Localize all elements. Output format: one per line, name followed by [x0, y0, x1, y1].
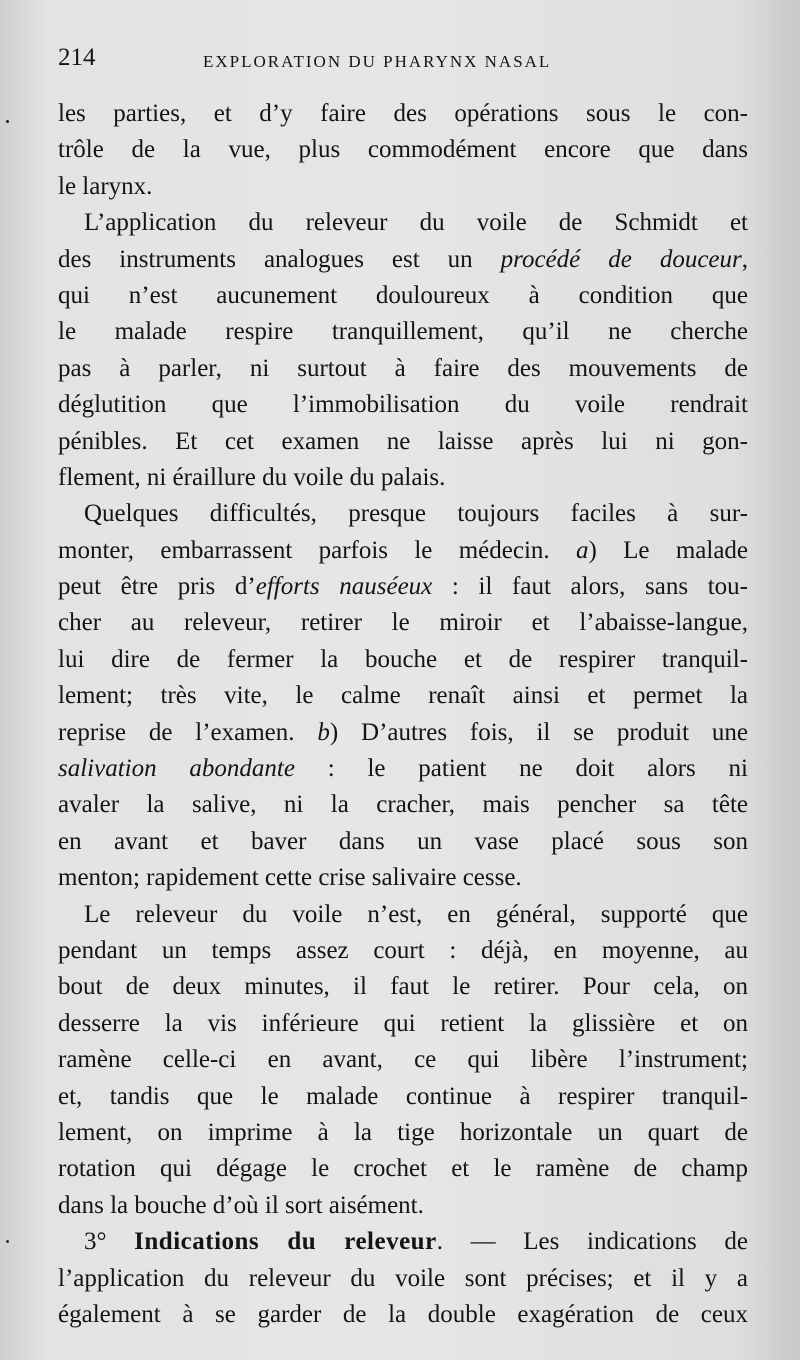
- line-text: L’application du releveur du voile de Schmidt et: [84, 209, 748, 237]
- line-text: lement; très vite, le calme renaît ainsi et permet la: [58, 682, 748, 710]
- text-line: [58, 715, 748, 751]
- line-text: flement, ni éraillure du voile du palais.: [58, 463, 446, 491]
- text-line: [58, 205, 748, 241]
- text-line: [58, 1079, 748, 1115]
- running-title: EXPLORATION DU PHARYNX NASAL: [203, 52, 552, 71]
- italic-text: procédé de douceur: [500, 245, 742, 273]
- text-line: [58, 860, 748, 896]
- text-line: [58, 533, 748, 569]
- line-text: . — Les indications de: [436, 1228, 749, 1256]
- line-text: ,: [741, 245, 748, 273]
- line-text: pendant un temps assez court : déjà, en moyenne, au: [58, 936, 748, 964]
- line-text: bout de deux minutes, il faut le retirer. Pour cela, on: [58, 973, 748, 1001]
- line-text: le larynx.: [58, 172, 153, 200]
- text-line: [58, 933, 748, 969]
- line-text: Quelques difficultés, presque toujours faciles à sur-: [84, 500, 748, 528]
- line-text: monter, embarrassent parfois le médecin.: [58, 536, 576, 564]
- page-header: [58, 44, 748, 84]
- text-line: [58, 96, 748, 132]
- text-line: [58, 642, 748, 678]
- italic-text: a: [575, 536, 589, 564]
- line-text: ) D’autres fois, il se produit une: [329, 718, 748, 746]
- line-text: cher au releveur, retirer le miroir et l’abaisse-langue,: [58, 609, 748, 637]
- text-line: [58, 569, 748, 605]
- line-text: le malade respire tranquillement, qu’il ne cherche: [58, 318, 748, 346]
- text-line: [58, 314, 748, 350]
- text-line: [58, 132, 748, 168]
- line-text: Le releveur du voile n’est, en général, supporté que: [84, 900, 748, 928]
- line-text: en avant et baver dans un vase placé sous son: [58, 827, 748, 855]
- text-line: [58, 351, 748, 387]
- line-text: pas à parler, ni surtout à faire des mouvements de: [58, 354, 748, 382]
- line-text: lement, on imprime à la tige horizontale un quart de: [58, 1118, 748, 1146]
- line-text: pénibles. Et cet examen ne laisse après lui ni gon-: [58, 427, 748, 455]
- italic-text: b: [317, 718, 330, 746]
- line-text: des instruments analogues est un: [58, 245, 501, 273]
- text-line: [58, 1006, 748, 1042]
- line-text: avaler la salive, ni la cracher, mais pencher sa tête: [58, 791, 748, 819]
- body-text: [58, 96, 748, 1333]
- text-line: [58, 751, 748, 787]
- text-line: [58, 1224, 748, 1260]
- page-number: 214: [58, 44, 96, 71]
- text-line: [58, 605, 748, 641]
- line-text: qui n’est aucunement douloureux à condition que: [58, 281, 748, 309]
- line-text: les parties, et d’y faire des opérations sous le con-: [58, 100, 748, 127]
- text-line: [58, 1297, 748, 1333]
- text-line: [58, 678, 748, 714]
- text-line: [58, 1188, 748, 1224]
- line-text: ramène celle-ci en avant, ce qui libère l’instrument;: [58, 1046, 748, 1074]
- line-text: l’application du releveur du voile sont précises; et il y a: [58, 1264, 748, 1292]
- line-text: trôle de la vue, plus commodément encore que dans: [58, 136, 748, 164]
- line-text: et, tandis que le malade continue à respirer tranquil-: [58, 1082, 748, 1110]
- line-text: ) Le malade: [588, 536, 749, 564]
- text-line: [58, 1151, 748, 1187]
- text-line: [58, 1261, 748, 1297]
- line-text: 3°: [84, 1228, 135, 1256]
- text-line: [58, 969, 748, 1005]
- italic-text: salivation abondante: [58, 755, 295, 783]
- line-text: lui dire de fermer la bouche et de respirer tranquil-: [58, 645, 748, 673]
- text-line: [58, 424, 748, 460]
- italic-text: efforts nauséeux: [255, 573, 433, 601]
- text-line: [58, 1115, 748, 1151]
- text-line: [58, 1042, 748, 1078]
- line-text: reprise de l’examen.: [58, 718, 318, 746]
- line-text: rotation qui dégage le crochet et le ramène de champ: [58, 1155, 748, 1183]
- line-text: menton; rapidement cette crise salivaire cesse.: [58, 864, 522, 892]
- scan-speck: [6, 120, 9, 123]
- line-text: déglutition que l’immobilisation du voile rendrait: [58, 391, 748, 419]
- text-line: [58, 460, 748, 496]
- scan-speck: [6, 1240, 9, 1243]
- text-line: [58, 897, 748, 933]
- line-text: dans la bouche d’où il sort aisément.: [58, 1191, 424, 1219]
- text-line: [58, 787, 748, 823]
- text-line: [58, 169, 748, 205]
- line-text: : le patient ne doit alors ni: [294, 755, 748, 783]
- text-line: [58, 496, 748, 532]
- line-text: desserre la vis inférieure qui retient la glissière et on: [58, 1009, 748, 1037]
- line-text: peut être pris d’: [58, 573, 256, 601]
- section-heading: Indications du releveur: [134, 1228, 437, 1256]
- line-text: : il faut alors, sans tou-: [432, 573, 748, 601]
- line-text: également à se garder de la double exagération de ceux: [58, 1300, 748, 1328]
- text-line: [58, 242, 748, 278]
- text-line: [58, 278, 748, 314]
- text-line: [58, 824, 748, 860]
- text-line: [58, 387, 748, 423]
